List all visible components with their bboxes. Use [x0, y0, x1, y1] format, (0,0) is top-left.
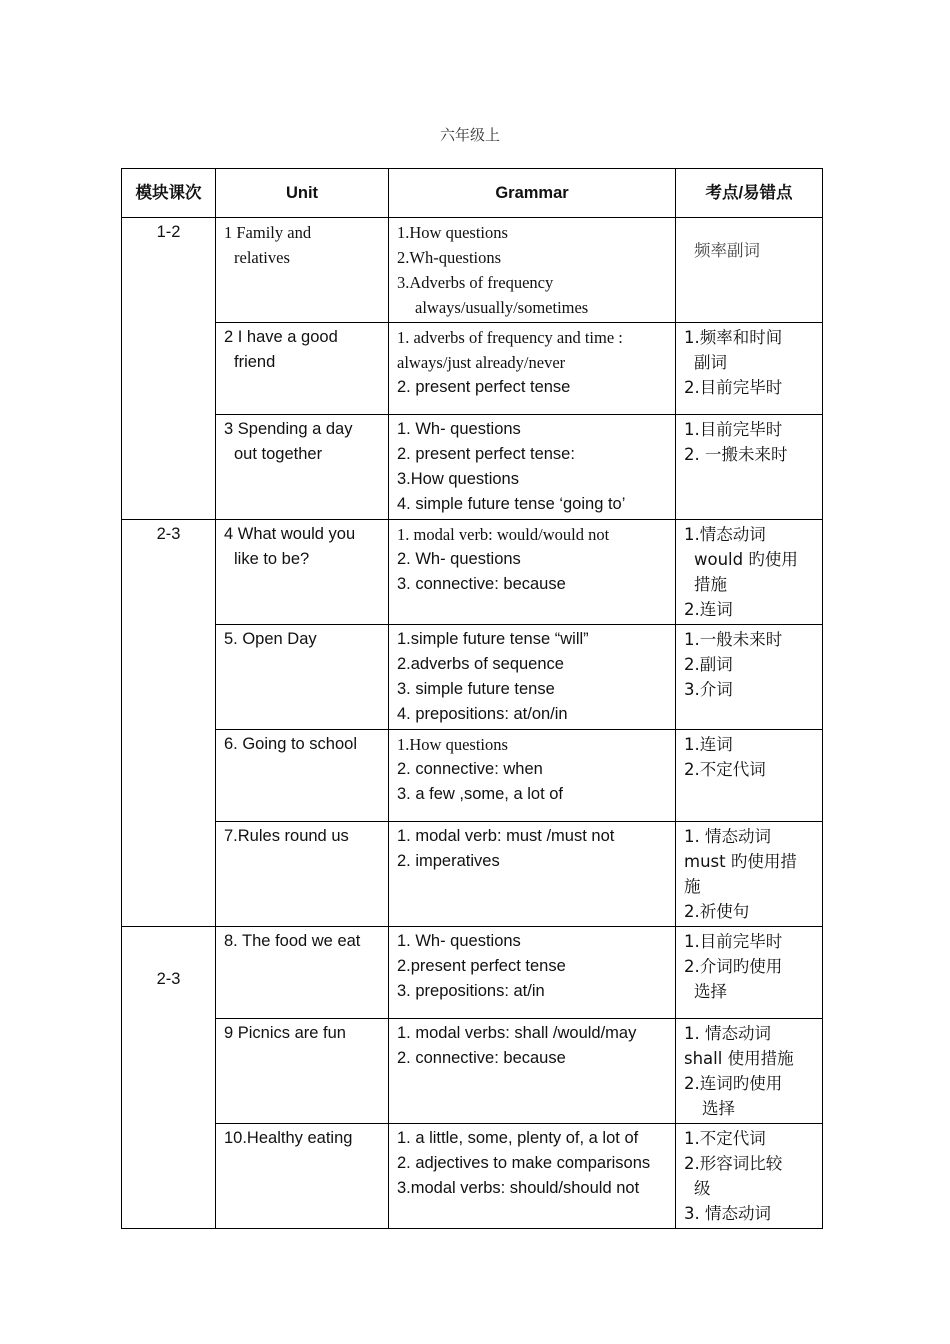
points-line: must 旳使用措 [684, 852, 797, 871]
grammar-cell [389, 625, 676, 730]
grammar-cell [389, 218, 676, 323]
grammar-line: 1. modal verbs: shall /would/may [397, 1024, 637, 1042]
table-row [122, 1019, 823, 1124]
grammar-cell [389, 520, 676, 625]
grammar-table [121, 168, 823, 1229]
points-line: 3. 情态动词 [684, 1204, 771, 1223]
table-row [122, 323, 823, 415]
points-line: 2.介词旳使用 [684, 957, 783, 976]
grammar-line: 2. present perfect tense: [397, 445, 575, 463]
module-cell: 2-3 [122, 520, 216, 927]
grammar-line: 4. simple future tense ‘going to’ [397, 495, 626, 513]
grammar-line: 3. simple future tense [397, 680, 555, 698]
unit-line: relatives [234, 248, 290, 267]
unit-line: 2 I have a good [224, 328, 338, 346]
points-line: 1.频率和时间 [684, 328, 783, 347]
grammar-line: 2. connective: because [397, 1049, 566, 1067]
points-cell [676, 625, 823, 730]
grammar-line: always/usually/sometimes [415, 298, 589, 317]
points-line: 2.连词旳使用 [684, 1074, 783, 1093]
points-line: 1.连词 [684, 735, 733, 754]
grammar-line: 1. modal verb: must /must not [397, 827, 615, 845]
grammar-line: 2. imperatives [397, 852, 500, 870]
table-row [122, 822, 823, 927]
grammar-line: 3. prepositions: at/in [397, 982, 545, 1000]
unit-cell [216, 927, 389, 1019]
header-unit: Unit [216, 169, 389, 218]
points-line: 级 [694, 1179, 711, 1198]
grammar-line: 2. connective: when [397, 760, 543, 778]
module-cell: 1-2 [122, 218, 216, 520]
grammar-line: 1. adverbs of frequency and time : [397, 328, 623, 347]
grammar-line: 1.How questions [397, 223, 508, 242]
table-row [122, 415, 823, 520]
points-cell [676, 1019, 823, 1124]
unit-cell [216, 625, 389, 730]
points-cell [676, 822, 823, 927]
points-line: 1.目前完毕时 [684, 420, 783, 439]
points-line: shall 使用措施 [684, 1049, 794, 1068]
unit-cell [216, 323, 389, 415]
grammar-line: 2. adjectives to make comparisons [397, 1154, 651, 1172]
points-line: 2.副词 [684, 655, 733, 674]
grammar-line: 2.present perfect tense [397, 957, 566, 975]
grammar-line: always/just already/never [397, 353, 566, 372]
points-line: 1.情态动词 [684, 525, 766, 544]
points-line: 选择 [694, 982, 727, 1001]
unit-cell [216, 520, 389, 625]
grammar-cell [389, 1124, 676, 1229]
unit-line: 7.Rules round us [224, 827, 349, 845]
points-line: 选择 [702, 1099, 735, 1118]
grammar-line: 2. Wh- questions [397, 550, 521, 568]
points-line: 2.形容词比较 [684, 1154, 783, 1173]
points-line: 措施 [694, 575, 727, 594]
header-module: 模块课次 [122, 169, 216, 218]
points-cell [676, 520, 823, 625]
grammar-line: 3. a few ,some, a lot of [397, 785, 563, 803]
points-line: 频率副词 [694, 241, 760, 260]
unit-line: 3 Spending a day [224, 420, 353, 438]
points-cell [676, 927, 823, 1019]
unit-line: 9 Picnics are fun [224, 1024, 346, 1042]
grammar-line: 3.How questions [397, 470, 519, 488]
points-line: 施 [684, 877, 701, 896]
grammar-line: 2.adverbs of sequence [397, 655, 564, 673]
unit-line: 10.Healthy eating [224, 1129, 353, 1147]
points-line: 2. 一搬未来时 [684, 445, 788, 464]
grammar-line: 4. prepositions: at/on/in [397, 705, 568, 723]
grammar-line: 1. a little, some, plenty of, a lot of [397, 1129, 639, 1147]
unit-line: 6. Going to school [224, 735, 357, 753]
unit-line: 5. Open Day [224, 630, 317, 648]
grammar-line: 1. Wh- questions [397, 932, 521, 950]
points-line: 2.目前完毕时 [684, 378, 783, 397]
unit-cell [216, 1124, 389, 1229]
unit-line: 8. The food we eat [224, 932, 361, 950]
grammar-cell [389, 323, 676, 415]
points-line: 2.连词 [684, 600, 733, 619]
table-row [122, 625, 823, 730]
points-line: 2.祈使句 [684, 902, 750, 921]
table-row [122, 1124, 823, 1229]
table-row [122, 730, 823, 822]
unit-cell [216, 1019, 389, 1124]
points-line: 1.目前完毕时 [684, 932, 783, 951]
unit-cell [216, 218, 389, 323]
unit-cell [216, 822, 389, 927]
points-line: 3.介词 [684, 680, 733, 699]
points-line: 1.不定代词 [684, 1129, 766, 1148]
points-cell [676, 415, 823, 520]
points-line: 1. 情态动词 [684, 1024, 771, 1043]
module-cell: 2-3 [122, 927, 216, 1229]
unit-cell [216, 415, 389, 520]
grammar-line: 1. modal verb: would/would not [397, 525, 610, 544]
points-line: would 旳使用 [694, 550, 798, 569]
grammar-line: 1.How questions [397, 735, 508, 754]
grammar-line: 3.modal verbs: should/should not [397, 1179, 640, 1197]
points-line: 2.不定代词 [684, 760, 766, 779]
grammar-line: 2.Wh-questions [397, 248, 502, 267]
unit-line: out together [234, 445, 323, 463]
header-points: 考点/易错点 [676, 169, 823, 218]
points-cell [676, 1124, 823, 1229]
points-line: 副词 [694, 353, 727, 372]
grammar-cell [389, 1019, 676, 1124]
points-line: 1. 情态动词 [684, 827, 771, 846]
grammar-cell [389, 415, 676, 520]
header-grammar: Grammar [389, 169, 676, 218]
grammar-line: 3.Adverbs of frequency [397, 273, 554, 292]
unit-cell [216, 730, 389, 822]
page-title: 六年级上 [439, 126, 500, 144]
grammar-cell [389, 927, 676, 1019]
table-row [122, 218, 823, 323]
table-row [122, 927, 823, 1019]
unit-line: friend [234, 353, 276, 371]
grammar-line: 3. connective: because [397, 575, 566, 593]
grammar-cell [389, 822, 676, 927]
grammar-cell [389, 730, 676, 822]
points-cell [676, 323, 823, 415]
unit-line: 1 Family and [224, 223, 312, 242]
table-row [122, 520, 823, 625]
points-cell [676, 730, 823, 822]
header-row [122, 169, 823, 218]
grammar-line: 2. present perfect tense [397, 378, 571, 396]
unit-line: 4 What would you [224, 525, 356, 543]
unit-line: like to be? [234, 550, 310, 568]
grammar-line: 1. Wh- questions [397, 420, 521, 438]
grammar-line: 1.simple future tense “will” [397, 630, 589, 648]
points-line: 1.一般未来时 [684, 630, 783, 649]
points-cell [676, 218, 823, 323]
